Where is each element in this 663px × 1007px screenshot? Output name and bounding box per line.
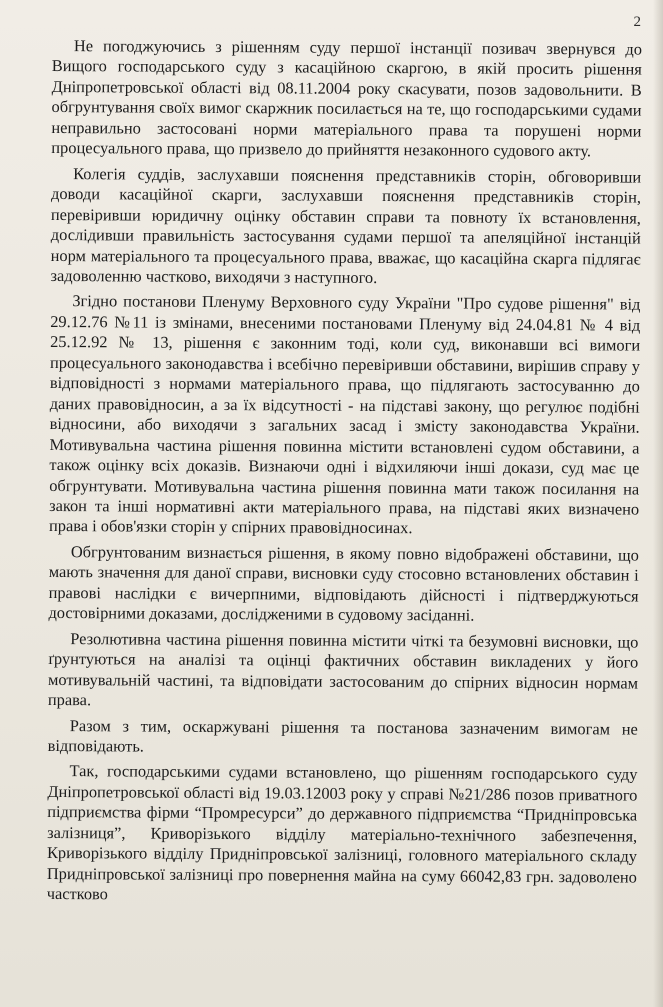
page-number: 2 bbox=[633, 14, 641, 30]
paragraph-board-review: Колегія суддів, заслухавши пояснення представників сторін, обговоривши доводи касаційної скарги, заслухавши пояснення представників сторін, перевіривши юридичну оцінку обставин справи та повноту їх встановлення, дослідивши правильність застосування судами першої та апеляційної інстанцій норм матеріального та процесуального права, вважає, що касаційна скарга підлягає задоволенню частково, виходячи з наступного. bbox=[50, 163, 642, 287]
paragraph-appeal-filed: Не погоджуючись з рішенням суду першої інстанції позивач звернувся до Вищого господарського суду з касаційною скаргою, в якій просить рішення Дніпропетровської області від 08.11.2004 року скасувати, позов задовольнити. В обгрунтування своїх вимог скаржник посилається на те, що господарськими судами неправильно застосовані норми матеріального права та порушені норми процесуального права, що призвело до прийняття незаконного судового акту. bbox=[51, 36, 642, 161]
paragraph-nonconformity: Разом з тим, оскаржувані рішення та постанова зазначеним вимогам не відповідають. bbox=[47, 715, 638, 756]
document-body bbox=[47, 36, 642, 913]
paragraph-operative-part: Резолютивна частина рішення повинна містити чіткі та безумовні висновки, що ґрунтуються на аналізі та оцінці фактичних обставин викладених у його мотивувальній частині, та відповідати застосованим до спірних відносин нормам права. bbox=[47, 628, 639, 710]
paragraph-established-facts: Так, господарськими судами встановлено, що рішенням господарського суду Дніпропетровської області від 19.03.12003 року у справі №21/286 позов приватного підприємства фірми “Промресурси” до державного підприємства “Придніпровська залізниця”, Криворізького відділу матеріально-технічного забезпечення, Криворізького відділу Придніпровської залізниці, головного матеріального складу Придніпровської залізниці про повернення майна на суму 66042,83 грн. задоволено частково bbox=[46, 761, 638, 904]
paragraph-justified-decision: Обгрунтованим визнається рішення, в якому повно відображені обставини, що мають значення для даної справи, висновки суду стосовно встановлених обставин і правові наслідки є вичерпними, відповідають дійсності і підтверджуються достовірними доказами, дослідженими в судовому засіданні. bbox=[48, 541, 639, 625]
paragraph-plenum-resolution: Згідно постанови Пленуму Верховного суду України "Про судове рішення" від 29.12.76 №11 із змінами, внесеними постановами Пленуму від 24.04.81 № 4 від 25.12.92 № 13, рішення є законним тоді, коли суд, виконавши всі вимоги процесуального законодавства і всебічно перевіривши обставини, вирішив справу у відповідності з нормами матеріального права, що підлягають застосуванню до даних правовідносин, а за їх відсутності - на підставі закону, що регулює подібні відносини, або виходячи з загальних засад і змісту законодавства України. Мотивувальна частина рішення повинна містити встановлені судом обставини, а також оцінку всіх доказів. Визнаючи одні і відхиляючи інші докази, суд має це обгрунтувати. Мотивувальна частина рішення повинна мати також посилання на закон та інші нормативні акти матеріального права, на підставі яких визначено права і обов'язки сторін у спірних правовідносинах. bbox=[48, 291, 641, 538]
page-shadow-edge bbox=[653, 0, 663, 1007]
